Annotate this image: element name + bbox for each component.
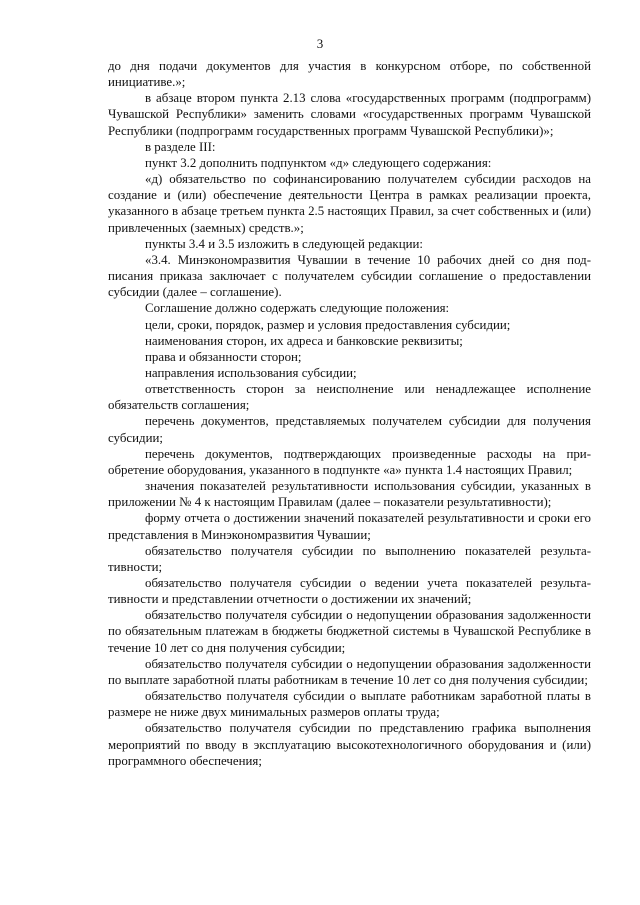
paragraph: обязательство получателя субсидии по представлению графика выполнения мероприятий по вводу в эксплуатацию высокотехнологичного оборудования и (или) программного обеспечения;: [108, 721, 591, 768]
paragraph: обязательство получателя субсидии о недопущении образования задолженности по обязательным платежам в бюджеты бюджетной системы в Чувашской Республике в течение 10 лет со дня получения субсидии;: [108, 608, 591, 655]
paragraph: в разделе III:: [145, 139, 216, 154]
page-number: 3: [316, 36, 324, 51]
paragraph: форму отчета о достижении значений показателей результативности и сроки его представления в Минэкономразвития Чувашии;: [108, 511, 591, 542]
document-body: [108, 58, 591, 769]
paragraph: значения показателей результативности использования субсидии, указанных в приложении № 4 к настоящим Правилам (далее – показатели результативности);: [108, 479, 591, 510]
paragraph: обязательство получателя субсидии о выплате работникам заработной платы в размере не ниже двух минимальных размеров оплаты труда;: [108, 689, 591, 720]
paragraph: перечень документов, представляемых получателем субсидии для получения субсидии;: [108, 414, 591, 445]
paragraph: пункты 3.4 и 3.5 изложить в следующей редакции:: [145, 236, 423, 251]
paragraph: в абзаце втором пункта 2.13 слова «государственных программ (подпрограмм) Чувашской Республики» заменить словами «государственных программ Чувашской Республики (подпрограмм государственных программ Чувашской Республики)»;: [108, 91, 591, 138]
paragraph: направления использования субсидии;: [145, 365, 357, 380]
paragraph: обязательство получателя субсидии о ведении учета показателей результативности и представлении отчетности о достижении их значений;: [108, 576, 591, 607]
paragraph: «д) обязательство по софинансированию получателем субсидии расходов на создание и (или) обеспечение деятельности Центра в рамках реализации проекта, указанного в абзаце третьем пункта 2.5 настоящих Правил, за счет собственных и (или) привлеченных (заемных) средств.»;: [108, 172, 591, 235]
paragraph: обязательство получателя субсидии о недопущении образования задолженности по выплате заработной платы работникам в течение 10 лет со дня получения субсидии;: [108, 656, 591, 687]
paragraph: «3.4. Минэкономразвития Чувашии в течение 10 рабочих дней со дня подписания приказа заключает с получателем субсидии соглашение о предоставлении субсидии (далее – соглашение).: [108, 252, 591, 300]
paragraph: пункт 3.2 дополнить подпунктом «д» следующего содержания:: [145, 155, 492, 170]
paragraph: наименования сторон, их адреса и банковские реквизиты;: [145, 333, 463, 348]
paragraph: цели, сроки, порядок, размер и условия предоставления субсидии;: [145, 317, 511, 332]
paragraph: ответственность сторон за неисполнение или ненадлежащее исполнение обязательств соглашения;: [108, 382, 591, 413]
paragraph: до дня подачи документов для участия в конкурсном отборе, по собственной инициативе.»;: [108, 59, 591, 90]
paragraph: обязательство получателя субсидии по выполнению показателей результативности;: [108, 543, 591, 574]
paragraph: перечень документов, подтверждающих произведенные расходы на приобретение оборудования, указанного в подпункте «а» пункта 1.4 настоящих Правил;: [108, 446, 591, 477]
paragraph: права и обязанности сторон;: [145, 349, 302, 364]
paragraph: Соглашение должно содержать следующие положения:: [145, 301, 450, 316]
